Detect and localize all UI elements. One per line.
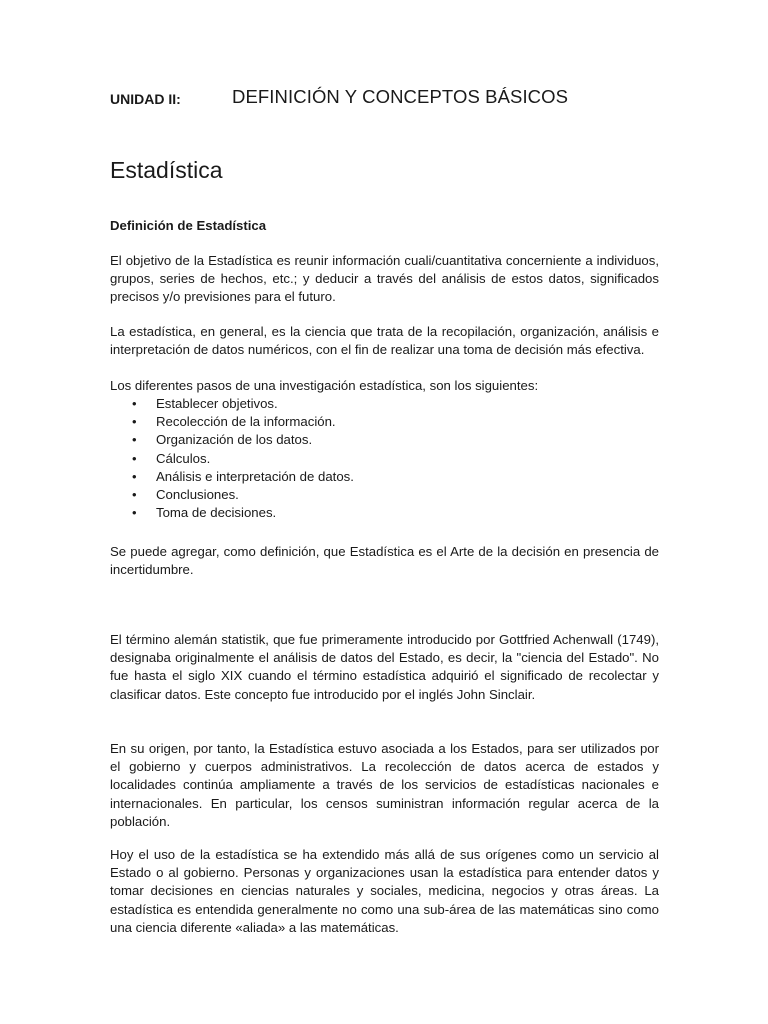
paragraph-definition: La estadística, en general, es la ciencia que trata de la recopilación, organización, análisis e interpretación de datos numéricos, con el fin de realizar una toma de decisión más efectiva. bbox=[110, 324, 659, 358]
list-item bbox=[110, 504, 354, 522]
list-item-label: Conclusiones. bbox=[156, 486, 239, 502]
list-item-label: Recolección de la información. bbox=[156, 414, 336, 430]
steps-list bbox=[110, 395, 354, 522]
section-heading: Estadística bbox=[110, 157, 223, 183]
section-subheading: Definición de Estadística bbox=[110, 218, 267, 233]
list-item bbox=[110, 486, 354, 504]
paragraph-objective: El objetivo de la Estadística es reunir información cuali/cuantitativa concerniente a individuos, grupos, series de hechos, etc.; y deducir a través del análisis de estos datos, significados precisos y/o previsiones para el futuro. bbox=[110, 253, 659, 305]
unit-title: DEFINICIÓN Y CONCEPTOS BÁSICOS bbox=[232, 86, 569, 107]
list-item bbox=[110, 413, 354, 431]
bullet-icon: • bbox=[132, 396, 137, 411]
list-item-label: Establecer objetivos. bbox=[156, 396, 278, 411]
list-item-label: Análisis e interpretación de datos. bbox=[156, 468, 354, 484]
bullet-icon: • bbox=[132, 468, 137, 484]
bullet-icon: • bbox=[132, 414, 137, 430]
paragraph-art-of-decision: Se puede agregar, como definición, que Estadística es el Arte de la decisión en presencia de incertidumbre. bbox=[110, 544, 659, 578]
paragraph-modern-use: Hoy el uso de la estadística se ha extendido más allá de sus orígenes como un servicio al Estado o al gobierno. Personas y organizaciones usan la estadística para entender datos y tomar decisiones en ciencias naturales y sociales, medicina, negocios y otras áreas. La estadística es entendida generalmente no como una sub-área de las matemáticas sino como una ciencia diferente «aliada» a las matemáticas. bbox=[110, 847, 659, 935]
paragraph-history: El término alemán statistik, que fue primeramente introducido por Gottfried Achenwall (1749), designaba originalmente el análisis de datos del Estado, es decir, la "ciencia del Estado". No fue hasta el siglo XIX cuando el término estadística adquirió el significado de recolectar y clasificar datos. Este concepto fue introducido por el inglés John Sinclair. bbox=[110, 632, 659, 702]
list-item-label: Toma de decisiones. bbox=[156, 505, 277, 521]
list-item-label: Organización de los datos. bbox=[156, 432, 313, 448]
unit-label: UNIDAD II: bbox=[110, 91, 181, 107]
list-item bbox=[110, 395, 354, 413]
list-item-label: Cálculos. bbox=[156, 450, 211, 466]
bullet-icon: • bbox=[132, 486, 137, 502]
paragraph-steps-intro: Los diferentes pasos de una investigación estadística, son los siguientes: bbox=[110, 378, 539, 393]
bullet-icon: • bbox=[132, 432, 137, 448]
list-item bbox=[110, 450, 354, 468]
bullet-icon: • bbox=[132, 505, 137, 521]
bullet-icon: • bbox=[132, 450, 137, 466]
unit-header bbox=[110, 86, 659, 110]
list-item bbox=[110, 468, 354, 486]
list-item bbox=[110, 431, 354, 449]
paragraph-origin: En su origen, por tanto, la Estadística estuvo asociada a los Estados, para ser utilizados por el gobierno y cuerpos administrativos. La recolección de datos acerca de estados y localidades continúa ampliamente a través de los servicios de estadísticas nacionales e internacionales. En particular, los censos suministran información regular acerca de la población. bbox=[110, 741, 659, 829]
